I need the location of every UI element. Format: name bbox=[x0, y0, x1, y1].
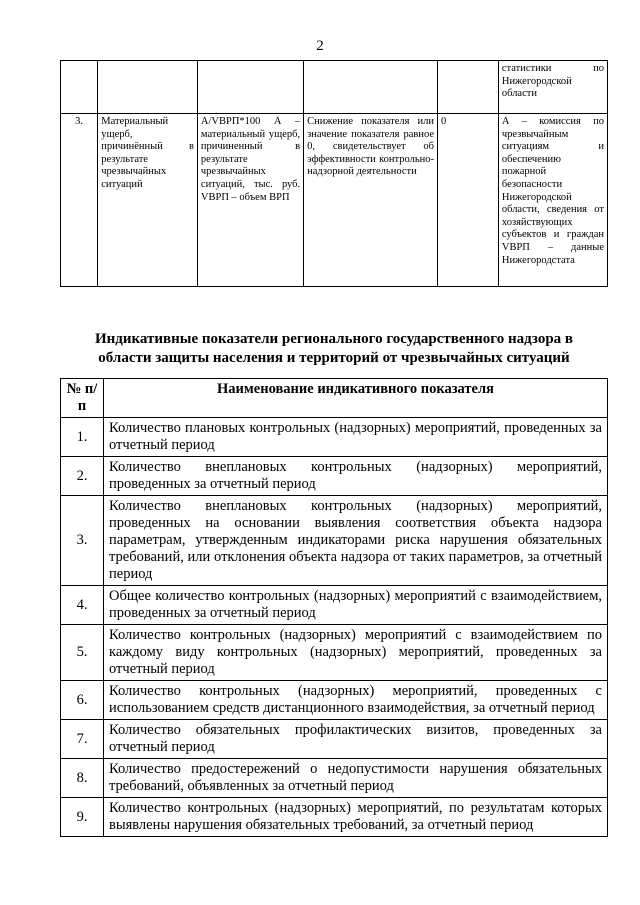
row-number: 1. bbox=[61, 418, 104, 457]
table-row bbox=[61, 457, 608, 496]
indicators-table bbox=[60, 378, 608, 837]
table-row bbox=[61, 496, 608, 586]
cell-indicator bbox=[98, 61, 198, 114]
indicator-name: Количество контрольных (надзорных) мероприятий, по результатам которых выявлены нарушения обязательных требований, за отчетный период bbox=[104, 798, 608, 837]
row-number: 3. bbox=[61, 496, 104, 586]
row-number: 8. bbox=[61, 759, 104, 798]
indicator-name: Количество контрольных (надзорных) мероприятий, проведенных с использованием средств дистанционного взаимодействия, за отчетный период bbox=[104, 681, 608, 720]
indicator-name: Количество внеплановых контрольных (надзорных) мероприятий, проведенных на основании выявления соответствия объекта надзора параметрам, утвержденным индикаторами риска нарушения обязательных требований, или отклонения объекта надзора от таких параметров, за отчетный период bbox=[104, 496, 608, 586]
table-row bbox=[61, 114, 608, 287]
header-number: № п/п bbox=[61, 379, 104, 418]
cell-target bbox=[438, 61, 499, 114]
table-row bbox=[61, 625, 608, 681]
row-number: 4. bbox=[61, 586, 104, 625]
table-row bbox=[61, 681, 608, 720]
row-number: 6. bbox=[61, 681, 104, 720]
heading-line-1: Индикативные показатели регионального государственного надзора в bbox=[94, 331, 574, 347]
cell-target: 0 bbox=[438, 114, 499, 287]
indicator-name: Общее количество контрольных (надзорных) мероприятий с взаимодействием, проведенных за отчетный период bbox=[104, 586, 608, 625]
indicator-formula-table bbox=[60, 60, 608, 287]
cell-number bbox=[61, 61, 98, 114]
table-header-row bbox=[61, 379, 608, 418]
row-number: 2. bbox=[61, 457, 104, 496]
section-heading bbox=[60, 330, 608, 368]
row-number: 9. bbox=[61, 798, 104, 837]
cell-comment bbox=[304, 61, 438, 114]
indicator-name: Количество контрольных (надзорных) мероприятий с взаимодействием по каждому виду контрольных (надзорных) мероприятий, проведенных за отчетный период bbox=[104, 625, 608, 681]
table-row bbox=[61, 720, 608, 759]
table-row bbox=[61, 418, 608, 457]
table-row bbox=[61, 586, 608, 625]
row-number: 5. bbox=[61, 625, 104, 681]
row-number: 7. bbox=[61, 720, 104, 759]
indicator-name: Количество обязательных профилактических визитов, проведенных за отчетный период bbox=[104, 720, 608, 759]
indicators-body bbox=[61, 418, 608, 837]
cell-formula bbox=[197, 61, 303, 114]
header-name: Наименование индикативного показателя bbox=[104, 379, 608, 418]
indicator-name: Количество предостережений о недопустимости нарушения обязательных требований, объявленных за отчетный период bbox=[104, 759, 608, 798]
cell-formula: А/VВРП*100 А – материальный ущерб, причиненный в результате чрезвычайных ситуаций, тыс. руб. VВРП – объем ВРП bbox=[197, 114, 303, 287]
table-row bbox=[61, 759, 608, 798]
cell-number: 3. bbox=[61, 114, 98, 287]
indicator-name: Количество плановых контрольных (надзорных) мероприятий, проведенных за отчетный период bbox=[104, 418, 608, 457]
heading-line-2: области защиты населения и территорий от чрезвычайных ситуаций bbox=[98, 350, 570, 366]
indicator-name: Количество внеплановых контрольных (надзорных) мероприятий, проведенных за отчетный период bbox=[104, 457, 608, 496]
cell-source: статистики по Нижегородской области bbox=[498, 61, 607, 114]
cell-source: А – комиссия по чрезвычайным ситуациям и обеспечению пожарной безопасности Нижегородской области, сведения от хозяйствующих субъектов и граждан VВРП – данные Нижегородстата bbox=[498, 114, 607, 287]
cell-indicator: Материальный ущерб, причинённый в результате чрезвычайных ситуаций bbox=[98, 114, 198, 287]
page-number: 2 bbox=[316, 38, 324, 54]
table-row bbox=[61, 61, 608, 114]
cell-comment: Снижение показателя или значение показателя равное 0, свидетельствует об эффективности контрольно-надзорной деятельности bbox=[304, 114, 438, 287]
table-row bbox=[61, 798, 608, 837]
